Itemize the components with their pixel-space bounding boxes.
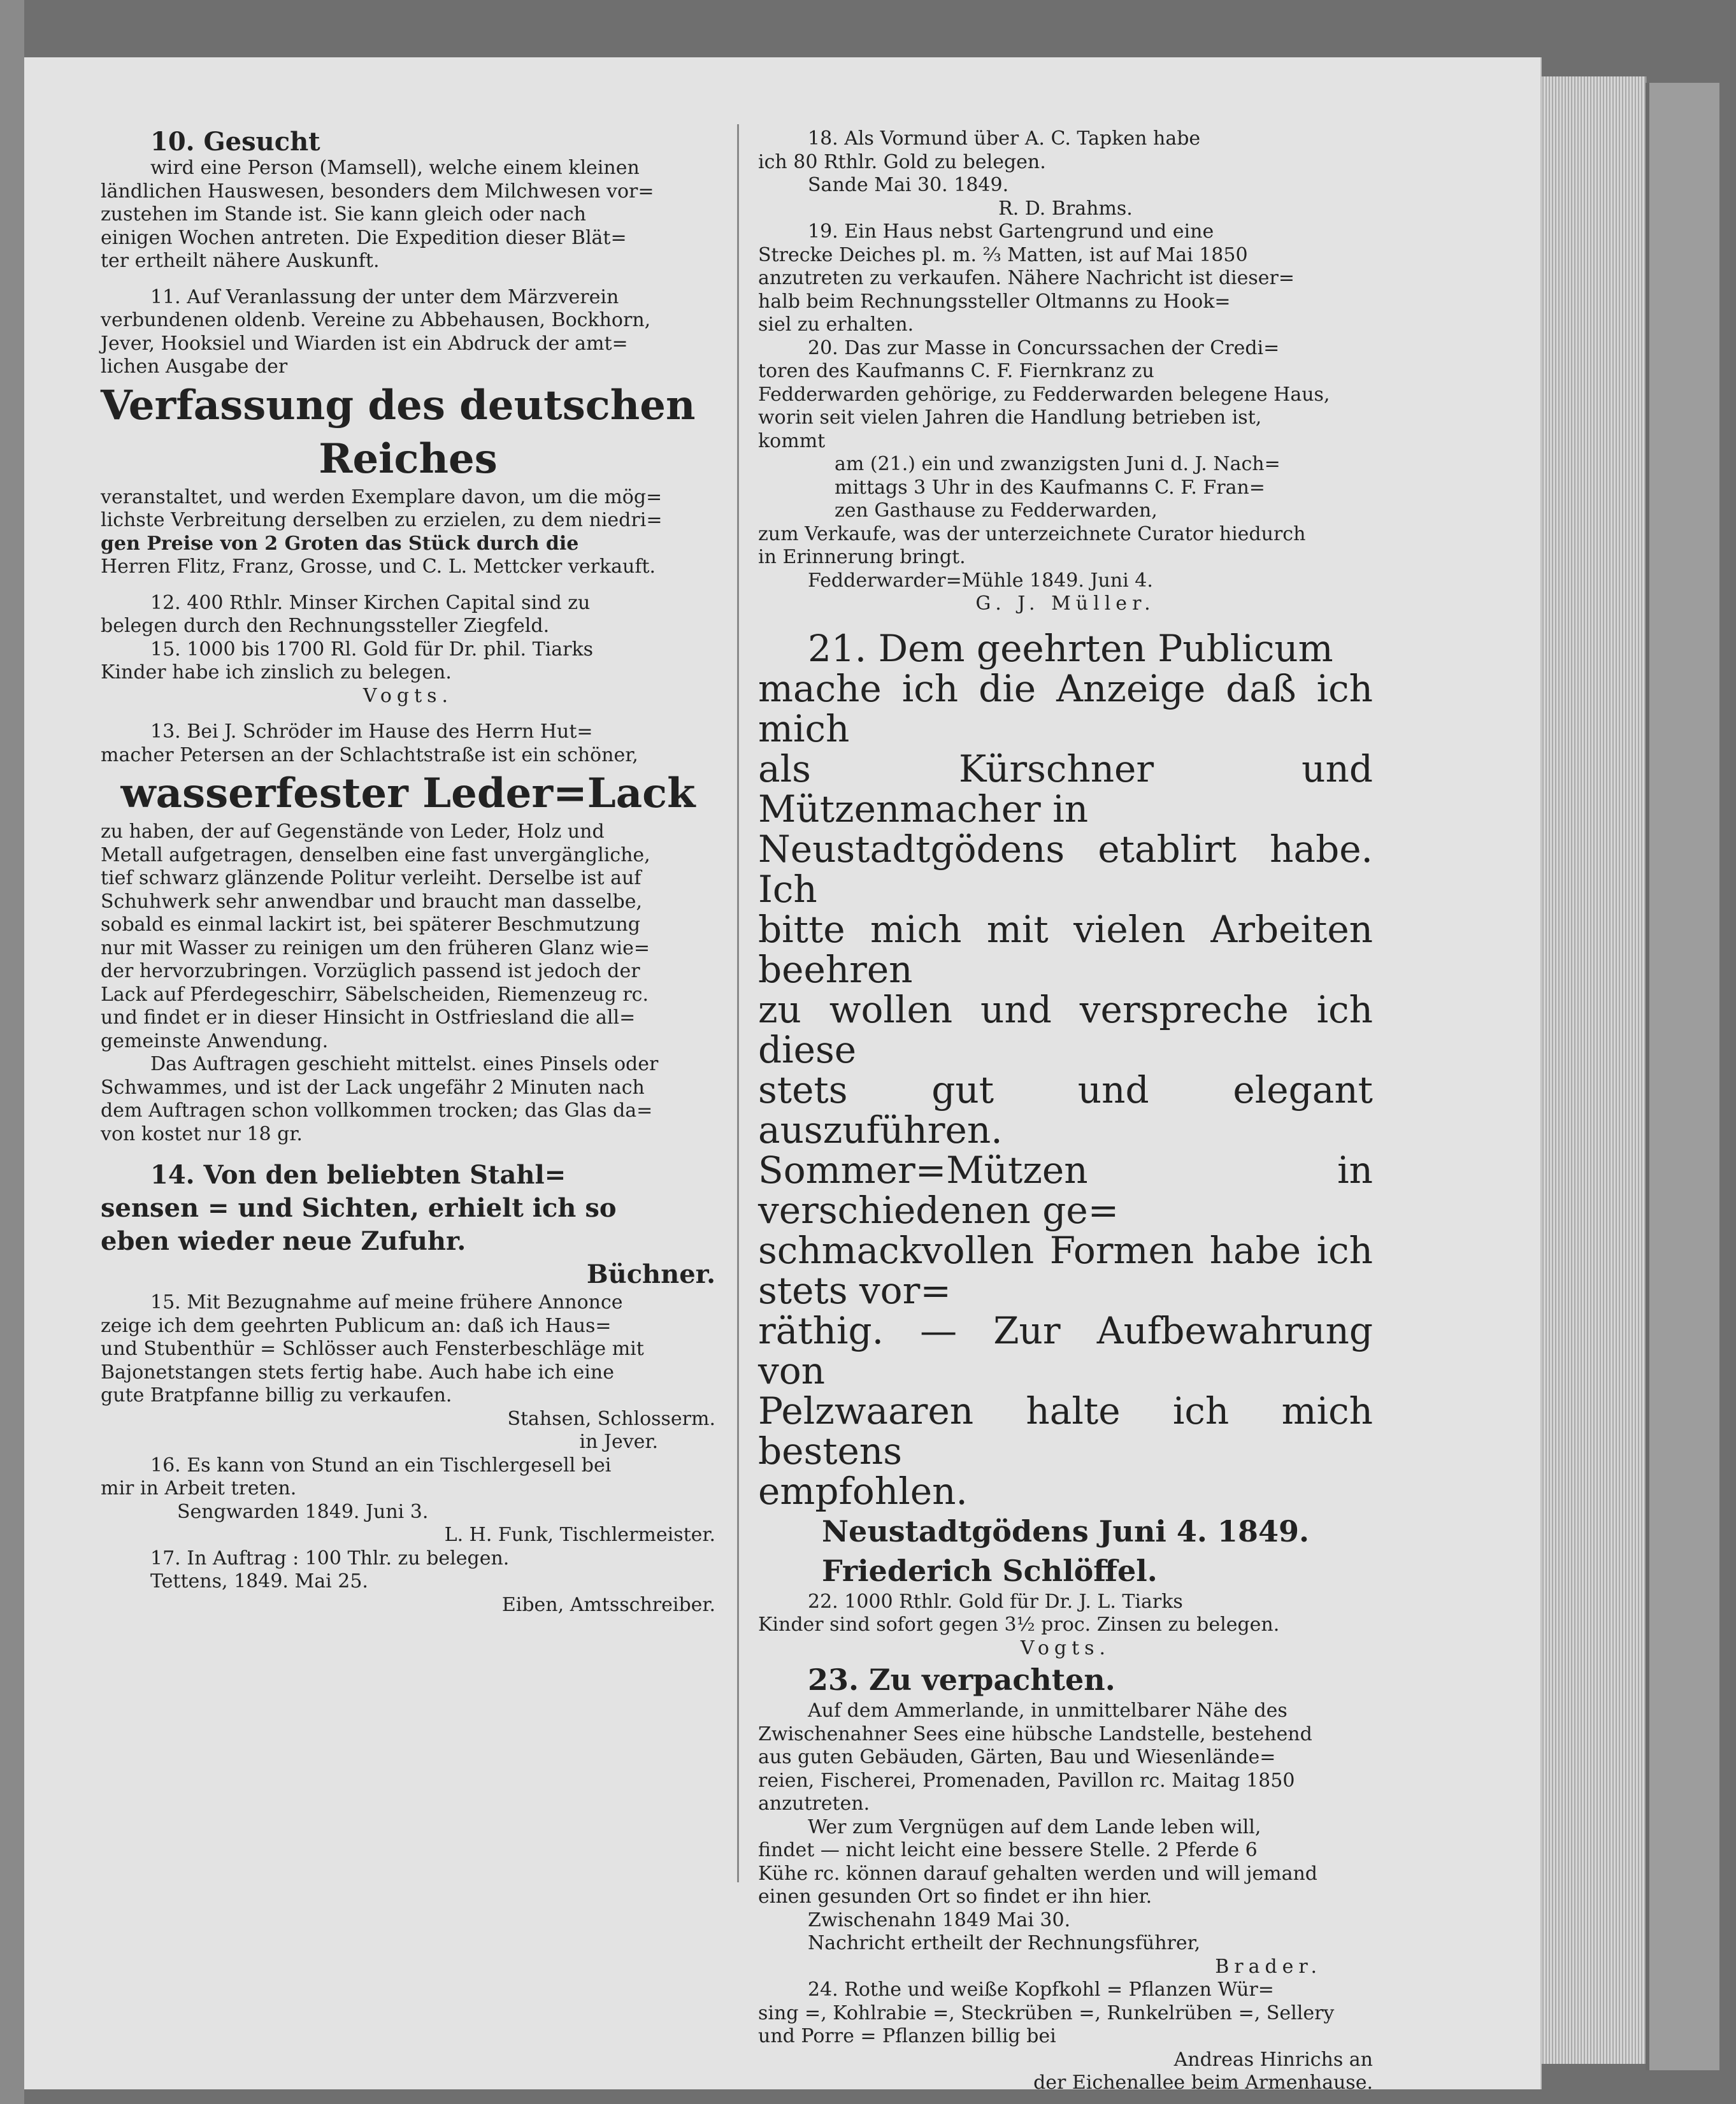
ad-line: in Erinnerung bringt. [758,546,966,568]
ad-line: 15. Mit Bezugnahme auf meine frühere Annonce [150,1291,623,1313]
ad-line: zum Verkaufe, was der unterzeichnete Curator hiedurch [758,522,1306,545]
ad-line: Lack auf Pferdegeschirr, Säbelscheiden, Riemenzeug rc. [101,983,649,1006]
ad-line: mache ich die Anzeige daß ich mich [758,666,1373,750]
ad-24 [758,1979,1373,2095]
ad-signature: Büchner. [586,1259,715,1289]
ad-line: sensen = und Sichten, erhielt ich so [101,1193,617,1223]
ad-line: zen Gasthause zu Fedderwarden, [835,499,1158,522]
ad-line: 18. Als Vormund über A. C. Tapken habe [808,127,1201,150]
ad-line: 19. Ein Haus nebst Gartengrund und eine [808,220,1214,243]
book-gutter [0,0,24,2104]
ad-line: zustehen im Stande ist. Sie kann gleich oder nach [101,203,586,225]
ad-12 [101,592,715,638]
ad-line: gemeinste Anwendung. [101,1029,329,1052]
ad-line: Neustadtgödens etablirt habe. Ich [758,827,1373,911]
ad-line: 13. Bei J. Schröder im Hause des Herrn Hut= [150,720,593,743]
column-rule [737,124,739,1882]
ad-line: einigen Wochen antreten. Die Expedition dieser Blät= [101,226,627,249]
ad-line: Kinder habe ich zinslich zu belegen. [101,661,452,683]
ad-line: mir in Arbeit treten. [101,1477,297,1499]
ad-line: Kinder sind sofort gegen 3½ proc. Zinsen zu belegen. [758,1614,1280,1636]
ad-line: und findet er in dieser Hinsicht in Ostfriesland die all= [101,1006,636,1029]
right-column [758,127,1373,2095]
ad-line: wird eine Person (Mamsell), welche einem kleinen [150,157,640,179]
ad-dateline: Sande Mai 30. 1849. [808,174,1009,196]
ad-line: halb beim Rechnungssteller Oltmanns zu Hook= [758,290,1231,313]
ad-line: zu haben, der auf Gegenstände von Leder, Holz und [101,820,605,843]
ad-line: stets gut und elegant auszuführen. [758,1068,1373,1152]
ad-dateline: Tettens, 1849. Mai 25. [150,1570,368,1592]
ad-line: 21. Dem geehrten Publicum [808,626,1333,670]
ad-signature: L. H. Funk, Tischlermeister. [444,1524,715,1546]
ad-line: gen Preise von 2 Groten das Stück durch die [101,532,579,555]
ad-line: ländlichen Hauswesen, besonders dem Milchwesen vor= [101,180,654,203]
ad-line: 17. In Auftrag : 100 Thlr. zu belegen. [150,1547,510,1570]
ad-line: 15. 1000 bis 1700 Rl. Gold für Dr. phil. Tiarks [150,638,594,661]
ad-14 [101,1159,715,1291]
ad-18 [758,127,1373,220]
ad-line: Strecke Deiches pl. m. ⅔ Matten, ist auf Mai 1850 [758,243,1248,266]
ad-line: Fedderwarden gehörige, zu Fedderwarden belegene Haus, [758,383,1330,406]
ad-line: bitte mich mit vielen Arbeiten beehren [758,907,1373,991]
ad-signature: Stahsen, Schlosserm. [507,1407,715,1430]
ad-signature: R. D. Brahms. [998,197,1133,220]
ad-20 [758,337,1373,616]
ad-line: einen gesunden Ort so findet er ihn hier. [758,1886,1152,1908]
ad-line: am (21.) ein und zwanzigsten Juni d. J. Nach= [835,453,1280,475]
ad-line: gute Bratpfanne billig zu verkaufen. [101,1384,452,1406]
ad-line: 12. 400 Rthlr. Minser Kirchen Capital sind zu [150,591,591,614]
ad-signature: der Eichenallee beim Armenhause. [1033,2072,1373,2094]
ad-line: Jever, Hooksiel und Wiarden ist ein Abdruck der amt= [101,332,628,355]
book-cover-edge [1646,83,1719,2070]
ad-contact: Nachricht ertheilt der Rechnungsführer, [808,1932,1201,1954]
ad-line: zu wollen und verspreche ich diese [758,987,1373,1071]
ad-signature: Vogts. [1020,1636,1111,1659]
ad-line: der hervorzubringen. Vorzüglich passend ist jedoch der [101,960,640,982]
ad-line: Metall aufgetragen, denselben eine fast unvergängliche, [101,843,650,866]
ad-signature: G. J. Müller. [975,592,1156,615]
ad-line: sobald es einmal lackirt ist, bei späterer Beschmutzung [101,913,640,936]
ad-line: als Kürschner und Mützenmacher in [758,747,1373,831]
ad-line: ter ertheilt nähere Auskunft. [101,250,380,272]
ad-line: tief schwarz glänzende Politur verleiht. Derselbe ist auf [101,867,642,889]
ad-15a [101,638,715,708]
ad-line: verbundenen oldenb. Vereine zu Abbehausen, Bockhorn, [101,309,651,331]
ad-line: siel zu erhalten. [758,313,914,336]
ad-line: Kühe rc. können darauf gehalten werden und will jemand [758,1862,1317,1885]
ad-line: 20. Das zur Masse in Concurssachen der Credi= [808,336,1280,359]
ad-line: 24. Rothe und weiße Kopfkohl = Pflanzen Wür= [808,1979,1274,2001]
ad-line: sing =, Kohlrabie =, Steckrüben =, Runkelrüben =, Sellery [758,2001,1335,2024]
ad-signature: Andreas Hinrichs an [1173,2048,1373,2071]
ad-signature: Eiben, Amtsschreiber. [501,1593,715,1616]
left-column [101,127,715,1617]
ad-line: lichste Verbreitung derselben zu erzielen, zu dem niedri= [101,509,663,531]
ad-line: dem Auftragen schon vollkommen trocken; das Glas da= [101,1099,653,1122]
ad-line: 16. Es kann von Stund an ein Tischlergesell bei [150,1454,612,1477]
ad-line: empfohlen. [758,1469,968,1513]
ad-16 [101,1454,715,1547]
ad-line: Schwammes, und ist der Lack ungefähr 2 Minuten nach [101,1076,645,1099]
ad-19 [758,220,1373,337]
ad-dateline: Sengwarden 1849. Juni 3. [177,1500,429,1523]
ad-line: Auf dem Ammerlande, in unmittelbarer Nähe des [808,1700,1288,1722]
ad-line: und Stubenthür = Schlösser auch Fensterbeschläge mit [101,1338,644,1360]
ad-line: findet — nicht leicht eine bessere Stelle. 2 Pferde 6 [758,1839,1258,1861]
ad-title: Verfassung des deutschen [101,381,696,429]
ad-line: Schuhwerk sehr anwendbar und braucht man dasselbe, [101,890,643,913]
ad-line: veranstaltet, und werden Exemplare davon, um die mög= [101,485,663,508]
ad-13 [101,720,715,1146]
ad-dateline: Zwischenahn 1849 Mai 30. [808,1908,1071,1931]
ad-line: 11. Auf Veranlassung der unter dem Märzverein [150,285,619,308]
page-edges [1540,76,1647,2064]
ad-line: reien, Fischerei, Promenaden, Pavillon rc. Maitag 1850 [758,1769,1295,1792]
ad-dateline: Neustadtgödens Juni 4. 1849. [822,1514,1309,1549]
ad-line: Wer zum Vergnügen auf dem Lande leben will, [808,1815,1261,1838]
ad-line: kommt [758,429,826,452]
ad-line: 14. Von den beliebten Stahl= [150,1160,566,1190]
ad-line: 22. 1000 Rthlr. Gold für Dr. J. L. Tiarks [808,1590,1183,1613]
ad-signature: Brader. [1215,1955,1322,1978]
ad-10 [101,127,715,273]
ad-17 [101,1547,715,1617]
ad-line: Zwischenahner Sees eine hübsche Landstelle, bestehend [758,1722,1312,1745]
ad-dateline: Fedderwarder=Mühle 1849. Juni 4. [808,569,1153,592]
ad-signature: Vogts. [362,684,454,707]
ad-21 [758,626,1373,1591]
ad-line: Bajonetstangen stets fertig habe. Auch habe ich eine [101,1361,614,1384]
ad-line: mittags 3 Uhr in des Kaufmanns C. F. Fran= [835,476,1265,499]
ad-11 [101,286,715,579]
ad-line: räthig. — Zur Aufbewahrung von [758,1308,1373,1392]
ad-line: toren des Kaufmanns C. F. Fiernkranz zu [758,360,1154,382]
ad-line: eben wieder neue Zufuhr. [101,1226,466,1256]
ad-line: nur mit Wasser zu reinigen um den früheren Glanz wie= [101,936,650,959]
ad-line: aus guten Gebäuden, Gärten, Bau und Wiesenlände= [758,1746,1276,1768]
ad-title: Reiches [319,434,498,483]
ad-15b [101,1291,715,1454]
ad-line: Das Auftragen geschieht mittelst. eines Pinsels oder [150,1053,659,1075]
ad-line: und Porre = Pflanzen billig bei [758,2025,1056,2047]
ad-title: wasserfester Leder=Lack [120,769,696,817]
ad-line: ich 80 Rthlr. Gold zu belegen. [758,150,1046,173]
ad-line: anzutreten zu verkaufen. Nähere Nachricht ist dieser= [758,267,1295,289]
ad-line: Herren Flitz, Franz, Grosse, und C. L. Mettcker verkauft. [101,555,656,578]
ad-line: belegen durch den Rechnungssteller Ziegfeld. [101,615,550,637]
ad-line: anzutreten. [758,1793,870,1815]
ad-23 [758,1660,1373,1979]
ad-heading: 23. Zu verpachten. [808,1663,1115,1697]
ad-line: zeige ich dem geehrten Publicum an: daß ich Haus= [101,1314,612,1337]
ad-line: worin seit vielen Jahren die Handlung betrieben ist, [758,406,1262,429]
ad-place: in Jever. [579,1431,658,1453]
ad-signature: Friederich Schlöffel. [822,1553,1158,1588]
ad-line: schmackvollen Formen habe ich stets vor= [758,1228,1373,1312]
ad-line: Pelzwaaren halte ich mich bestens [758,1389,1373,1473]
ad-heading: 10. Gesucht [150,127,320,157]
ad-line: von kostet nur 18 gr. [101,1122,303,1145]
ad-22 [758,1591,1373,1661]
ad-line: macher Petersen an der Schlachtstraße ist ein schöner, [101,743,638,766]
ad-line: Sommer=Mützen in verschiedenen ge= [758,1148,1373,1232]
ad-line: lichen Ausgabe der [101,355,288,378]
